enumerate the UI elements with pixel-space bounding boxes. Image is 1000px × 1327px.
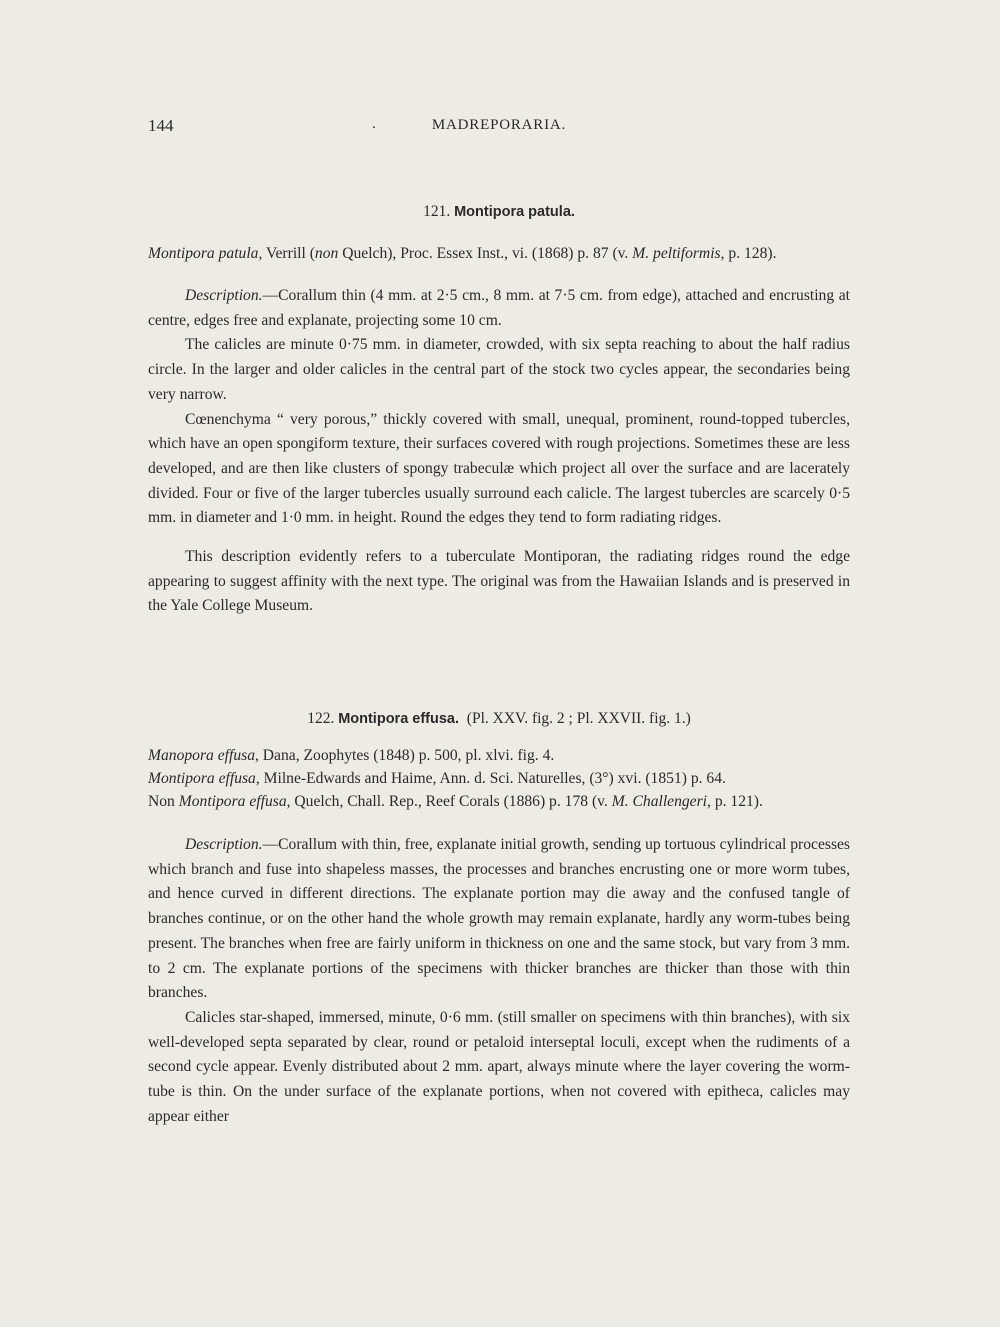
paragraph-text: —Corallum thin (4 mm. at 2·5 cm., 8 mm. at 7·5 cm. from edge), attached and encrusting at centre, edges free and explanate, projecting some 10 cm. bbox=[148, 287, 850, 329]
species-122-synonymy bbox=[148, 744, 850, 813]
species-121-description bbox=[148, 284, 850, 619]
synonymy-line bbox=[148, 744, 850, 767]
synonym-text: , Milne-Edwards and Haime, Ann. d. Sci. Naturelles, (3°) xvi. (1851) p. 64. bbox=[255, 770, 726, 787]
species-122-number: 122. bbox=[307, 710, 335, 727]
description-paragraph: Calicles star-shaped, immersed, minute, 0·6 mm. (still smaller on specimens with thin branches), with six well-developed septa separated by clear, round or petaloid interseptal loculi, except when the rudiments of a second cycle appear. Evenly distributed about 2 mm. apart, always minute where the layer covering the worm-tube is thin. On the under surface of the explanate portions, when not covered with epitheca, calicles may appear either bbox=[148, 1008, 850, 1125]
synonym-reference: M. Challengeri bbox=[611, 793, 708, 810]
synonym-text: , p. 128). bbox=[720, 245, 777, 262]
species-121-section bbox=[148, 203, 850, 221]
description-paragraph: The calicles are minute 0·75 mm. in diameter, crowded, with six septa reaching to about the half radius circle. In the larger and older calicles in the central part of the stock two cycles appear, the secondaries being very narrow. bbox=[148, 336, 850, 403]
species-122-description bbox=[148, 833, 850, 1129]
description-paragraph bbox=[148, 284, 850, 333]
page-number: 144 bbox=[148, 116, 174, 135]
synonymy-line bbox=[148, 767, 850, 790]
species-122-section bbox=[148, 710, 850, 728]
synonym-text: , Dana, Zoophytes (1848) p. 500, pl. xlvi. fig. 4. bbox=[255, 747, 555, 764]
species-121-name: Montipora patula. bbox=[454, 204, 575, 220]
remarks-paragraph: This description evidently refers to a tuberculate Montiporan, the radiating ridges round the edge appearing to suggest affinity with the next type. The original was from the Hawaiian Islands and is preserved in the Yale College Museum. bbox=[148, 548, 850, 615]
species-122-name: Montipora effusa. bbox=[338, 711, 460, 727]
synonym-name: Manopora effusa bbox=[148, 747, 255, 764]
species-121-number: 121. bbox=[423, 203, 451, 220]
synonym-text: , Verrill ( bbox=[258, 245, 315, 262]
synonymy-line bbox=[148, 790, 850, 813]
description-label: Description. bbox=[185, 836, 263, 853]
species-122-heading bbox=[148, 710, 850, 728]
species-122-plates: (Pl. XXV. fig. 2 ; Pl. XXVII. fig. 1.) bbox=[466, 710, 691, 727]
synonym-non: non bbox=[314, 245, 339, 262]
paragraph-text: —Corallum with thin, free, explanate initial growth, sending up tortuous cylindrical processes which branch and fuse into shapeless masses, the processes and branches encrusting one or more worm tubes, and hence curved in different directions. The explanate portion may die away and the confused tangle of branches continue, or on the other hand the whole growth may remain explanate, hardly any worm-tubes being present. The branches when free are fairly uniform in thickness on one and the same stock, but vary from 3 mm. to 2 cm. The explanate portions of the specimens with thicker branches are thicker than those with thin branches. bbox=[148, 836, 850, 1002]
synonym-text: , p. 121). bbox=[707, 793, 763, 810]
species-121-heading bbox=[148, 203, 850, 221]
description-label: Description. bbox=[185, 287, 263, 304]
synonym-reference: M. peltiformis bbox=[632, 245, 721, 262]
synonym-text: Quelch), Proc. Essex Inst., vi. (1868) p. 87 (v. bbox=[338, 245, 633, 262]
synonym-prefix: Non bbox=[148, 793, 179, 810]
species-121-synonymy bbox=[148, 242, 850, 265]
synonym-text: , Quelch, Chall. Rep., Reef Corals (1886) p. 178 (v. bbox=[286, 793, 612, 810]
running-title: MADREPORARIA. bbox=[431, 117, 567, 133]
synonym-name: Montipora effusa bbox=[178, 793, 287, 810]
description-paragraph: Cœnenchyma “ very porous,” thickly covered with small, unequal, prominent, round-topped tubercles, which have an open spongiform texture, their surfaces covered with rough projections. Sometimes these are less developed, and are then like clusters of spongy trabeculæ which project all over the surface and are lacerately divided. Four or five of the larger tubercles usually surround each calicle. The largest tubercles are scarcely 0·5 mm. in diameter and 1·0 mm. in height. Round the edges they tend to form radiating ridges. bbox=[148, 410, 850, 527]
description-paragraph bbox=[148, 833, 850, 1006]
synonymy-line bbox=[148, 242, 850, 265]
running-head bbox=[148, 116, 850, 142]
running-head-dot: . bbox=[372, 116, 376, 132]
synonym-name: Montipora patula bbox=[148, 245, 259, 262]
synonym-name: Montipora effusa bbox=[148, 770, 256, 787]
